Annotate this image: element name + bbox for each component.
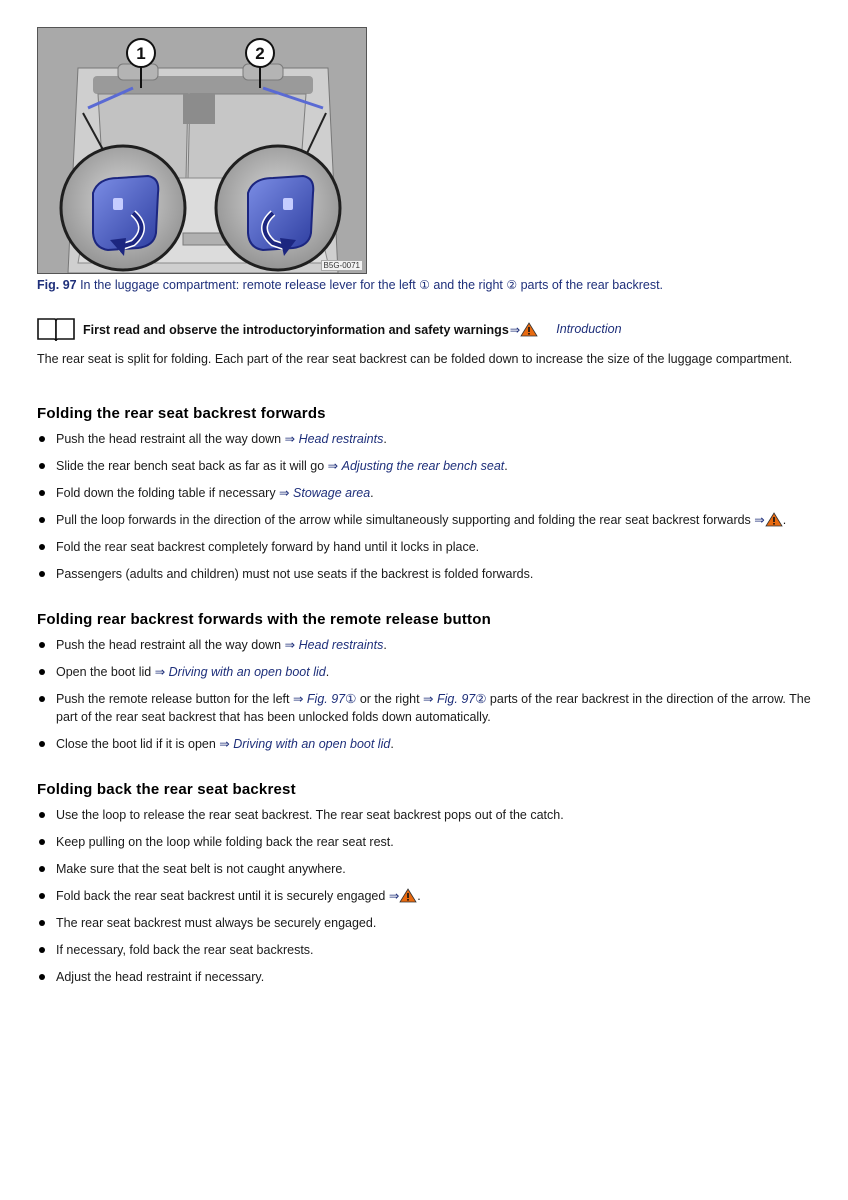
driving-open-boot-lid-link[interactable]: Driving with an open boot lid xyxy=(168,665,326,679)
item-text: Passengers (adults and children) must not use seats if the backrest is folded forwards. xyxy=(56,567,534,581)
item-tail: . xyxy=(504,459,508,473)
notice-text xyxy=(83,322,538,337)
item-mid: or the right xyxy=(356,692,424,706)
item-text: Slide the rear bench seat back as far as it will go xyxy=(56,459,328,473)
figure-code: B5G-0071 xyxy=(321,260,363,271)
item-text: Fold down the folding table if necessary xyxy=(56,486,280,500)
intro-paragraph: The rear seat is split for folding. Each part of the rear seat backrest can be folded down to increase the size of the luggage compartment. xyxy=(37,352,793,366)
head-restraints-link[interactable]: Head restraints xyxy=(298,432,384,446)
list-item xyxy=(37,860,817,878)
list-item xyxy=(37,941,817,959)
link-arrow: ⇒ xyxy=(219,737,230,751)
item-tail: . xyxy=(383,432,387,446)
item-tail: . xyxy=(325,665,330,679)
section-list-remote-release xyxy=(37,636,817,762)
driving-open-boot-lid-link[interactable]: Driving with an open boot lid xyxy=(233,737,391,751)
stowage-area-link[interactable]: Stowage area xyxy=(293,486,371,500)
item-text: Close the boot lid if it is open xyxy=(56,737,220,751)
item-text: Adjust the head restraint if necessary. xyxy=(56,970,265,984)
link-arrow: ⇒ xyxy=(754,513,765,527)
figure-caption xyxy=(37,278,663,292)
item-text: The rear seat backrest must always be securely engaged. xyxy=(56,916,377,930)
item-text: Open the boot lid xyxy=(56,665,155,679)
list-item xyxy=(37,806,817,824)
warning-triangle-icon[interactable] xyxy=(399,888,417,903)
callout-1-label: 1 xyxy=(136,44,146,63)
fig-97-2-link[interactable]: Fig. 97② xyxy=(437,692,487,706)
link-arrow: ⇒ xyxy=(327,459,339,473)
caption-text-a: In the luggage compartment: remote release lever for the left xyxy=(76,278,420,292)
right-lever-closeup xyxy=(216,146,340,270)
safety-notice xyxy=(37,317,622,341)
list-item xyxy=(37,538,817,556)
list-item xyxy=(37,735,817,753)
item-tail: parts of the rear backrest in the direction of the arrow. The part of the rear seat backrest that has been unlocked folds down automatically. xyxy=(56,692,811,724)
caption-text-b: and the right xyxy=(429,278,507,292)
item-tail: . xyxy=(370,486,374,500)
item-text: Fold back the rear seat backrest until it is securely engaged xyxy=(56,889,389,903)
callout-2-label: 2 xyxy=(255,44,265,63)
introduction-link[interactable]: Introduction xyxy=(556,322,622,336)
warning-triangle-icon[interactable] xyxy=(765,512,783,527)
fig-97-1-link[interactable]: Fig. 97① xyxy=(306,692,357,706)
list-item xyxy=(37,511,817,529)
item-text: Keep pulling on the loop while folding back the rear seat rest. xyxy=(56,835,394,849)
section-heading-folding-forwards: Folding the rear seat backrest forwards xyxy=(37,405,326,422)
section-heading-folding-back: Folding back the rear seat backrest xyxy=(37,781,296,798)
list-item xyxy=(37,484,817,502)
luggage-compartment-illustration xyxy=(38,28,366,273)
link-arrow: ⇒ xyxy=(279,486,290,500)
link-arrow: ⇒ xyxy=(423,692,434,706)
item-text: Push the remote release button for the left xyxy=(56,692,293,706)
item-text: Fold the rear seat backrest completely forward by hand until it locks in place. xyxy=(56,540,480,554)
figure-luggage-compartment xyxy=(37,27,367,274)
item-text: If necessary, fold back the rear seat backrests. xyxy=(56,943,314,957)
adjusting-rear-bench-seat-link[interactable]: Adjusting the rear bench seat xyxy=(341,459,505,473)
item-text: Pull the loop forwards in the direction of the arrow while simultaneously supporting and folding the rear seat backrest forwards xyxy=(56,513,755,527)
section-heading-remote-release: Folding rear backrest forwards with the remote release button xyxy=(37,611,491,628)
list-item xyxy=(37,690,817,726)
item-tail: . xyxy=(383,638,387,652)
list-item xyxy=(37,833,817,851)
item-tail: . xyxy=(782,513,787,527)
section-list-folding-back xyxy=(37,806,817,995)
caption-num-2: ② xyxy=(506,278,518,292)
list-item xyxy=(37,565,817,583)
notice-text-label: First read and observe the introductoryinformation and safety warnings xyxy=(83,322,509,337)
link-arrow: ⇒ xyxy=(154,665,166,679)
warning-triangle-icon[interactable] xyxy=(520,322,538,337)
head-restraints-link[interactable]: Head restraints xyxy=(298,638,384,652)
list-item xyxy=(37,457,817,475)
left-lever-closeup xyxy=(61,146,185,270)
link-arrow: ⇒ xyxy=(284,638,296,652)
link-arrow: ⇒ xyxy=(292,692,304,706)
caption-num-1: ① xyxy=(419,278,430,292)
caption-label: Fig. 97 xyxy=(37,278,77,292)
notice-arrow: ⇒ xyxy=(509,322,521,337)
list-item xyxy=(37,887,817,905)
item-tail: . xyxy=(390,737,394,751)
list-item xyxy=(37,663,817,681)
item-tail: . xyxy=(417,889,421,903)
link-arrow: ⇒ xyxy=(388,889,400,903)
item-text: Push the head restraint all the way down xyxy=(56,432,285,446)
item-text: Push the head restraint all the way down xyxy=(56,638,285,652)
list-item xyxy=(37,636,817,654)
caption-text-c: parts of the rear backrest. xyxy=(517,278,664,292)
list-item xyxy=(37,914,817,932)
open-book-icon xyxy=(37,317,75,341)
link-arrow: ⇒ xyxy=(284,432,296,446)
item-text: Make sure that the seat belt is not caught anywhere. xyxy=(56,862,346,876)
item-text: Use the loop to release the rear seat backrest. The rear seat backrest pops out of the catch. xyxy=(56,808,564,822)
list-item xyxy=(37,968,817,986)
section-list-folding-forwards xyxy=(37,430,817,592)
list-item xyxy=(37,430,817,448)
